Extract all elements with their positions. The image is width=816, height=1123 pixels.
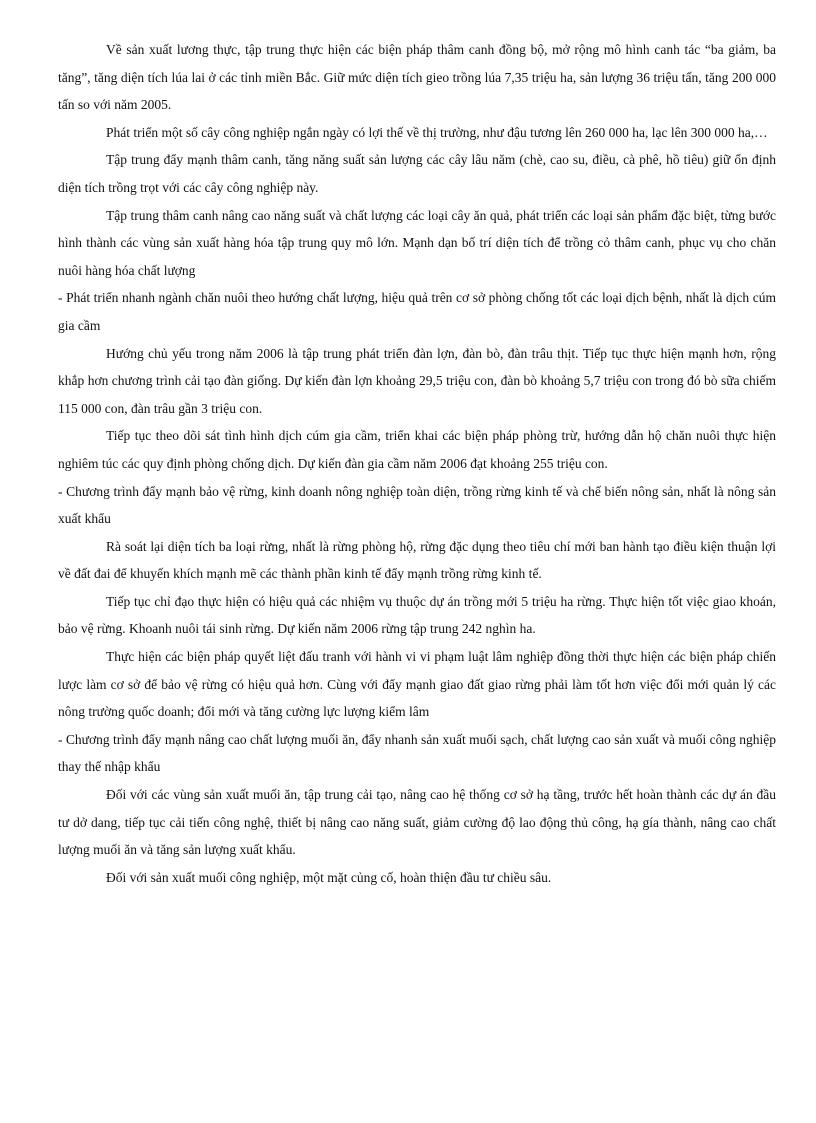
document-page bbox=[58, 36, 776, 891]
paragraph-forest-review: Rà soát lại diện tích ba loại rừng, nhất là rừng phòng hộ, rừng đặc dụng theo tiêu chí mới ban hành tạo điều kiện thuận lợi về đất đai để khuyến khích mạnh mẽ các thành phần kinh tế đẩy mạnh trồng rừng kinh tế. bbox=[58, 538, 776, 582]
paragraph-livestock-2006: Hướng chủ yếu trong năm 2006 là tập trung phát triển đàn lợn, đàn bò, đàn trâu thịt. Tiếp tục thực hiện mạnh hơn, rộng khắp hơn chương trình cải tạo đàn giống. Dự kiến đàn lợn khoảng 29,5 triệu con, đàn bò khoảng 5,7 triệu con trong đó bò sữa chiếm 115 000 con, đàn trâu gần 3 triệu con. bbox=[58, 345, 776, 416]
paragraph-forest-law: Thực hiện các biện pháp quyết liệt đấu tranh với hành vi vi phạm luật lâm nghiệp đồng thời thực hiện các biện pháp chiến lược làm cơ sở để bảo vệ rừng có hiệu quả hơn. Cùng với đẩy mạnh giao đất giao rừng phải làm tốt hơn việc đổi mới quản lý các nông trường quốc doanh; đổi mới và tăng cường lực lượng kiểm lâm bbox=[58, 649, 776, 720]
paragraph-perennial-crops: Tập trung đẩy mạnh thâm canh, tăng năng suất sản lượng các cây lâu năm (chè, cao su, điều, cà phê, hồ tiêu) giữ ổn định diện tích trồng trọt với các cây công nghiệp này. bbox=[58, 152, 776, 195]
paragraph-fruit-trees: Tập trung thâm canh nâng cao năng suất và chất lượng các loại cây ăn quả, phát triển các loại sản phẩm đặc biệt, từng bước hình thành các vùng sản xuất hàng hóa tập trung quy mô lớn. Mạnh dạn bố trí diện tích để trồng cỏ thâm canh, phục vụ cho chăn nuôi hàng hóa chất lượng bbox=[58, 207, 776, 278]
paragraph-avian-flu: Tiếp tục theo dõi sát tình hình dịch cúm gia cầm, triển khai các biện pháp phòng trừ, hướng dẫn hộ chăn nuôi thực hiện nghiêm túc các quy định phòng chống dịch. Dự kiến đàn gia cầm năm 2006 đạt khoảng 255 triệu con. bbox=[58, 428, 776, 471]
bullet-forest-protection: - Chương trình đẩy mạnh bảo vệ rừng, kinh doanh nông nghiệp toàn diện, trồng rừng kinh tế và chế biến nông sản, nhất là nông sản xuất khẩu bbox=[58, 483, 776, 527]
paragraph-short-term-crops: Phát triển một số cây công nghiệp ngắn ngày có lợi thế về thị trường, như đậu tương lên 260 000 ha, lạc lên 300 000 ha,… bbox=[106, 124, 768, 140]
bullet-salt-quality: - Chương trình đẩy mạnh nâng cao chất lượng muối ăn, đẩy nhanh sản xuất muối sạch, chất lượng cao sản xuất và muối công nghiệp thay thế nhập khẩu bbox=[58, 731, 776, 775]
bullet-livestock: - Phát triển nhanh ngành chăn nuôi theo hướng chất lượng, hiệu quả trên cơ sở phòng chống tốt các loại dịch bệnh, nhất là dịch cúm gia cầm bbox=[58, 290, 776, 333]
paragraph-reforestation: Tiếp tục chỉ đạo thực hiện có hiệu quả các nhiệm vụ thuộc dự án trồng mới 5 triệu ha rừng. Thực hiện tốt việc giao khoán, bảo vệ rừng. Khoanh nuôi tái sinh rừng. Dự kiến năm 2006 rừng tập trung 242 nghìn ha. bbox=[58, 593, 776, 637]
paragraph-food-production: Về sản xuất lương thực, tập trung thực hiện các biện pháp thâm canh đồng bộ, mở rộng mô hình canh tác “ba giảm, ba tăng”, tăng diện tích lúa lai ở các tỉnh miền Bắc. Giữ mức diện tích gieo trồng lúa 7,35 triệu ha, sản lượng 36 triệu tấn, tăng 200 000 tấn so với năm 2005. bbox=[58, 42, 776, 113]
paragraph-edible-salt: Đối với các vùng sản xuất muối ăn, tập trung cải tạo, nâng cao hệ thống cơ sở hạ tầng, trước hết hoàn thành các dự án đầu tư dở dang, tiếp tục cải tiến công nghệ, thiết bị nâng cao năng suất, giảm cường độ lao động thủ công, hạ gía thành, nâng cao chất lượng muối ăn và tăng sản lượng xuất khẩu. bbox=[58, 787, 776, 858]
paragraph-industrial-salt: Đối với sản xuất muối công nghiệp, một mặt củng cố, hoàn thiện đầu tư chiều sâu. bbox=[106, 869, 552, 885]
